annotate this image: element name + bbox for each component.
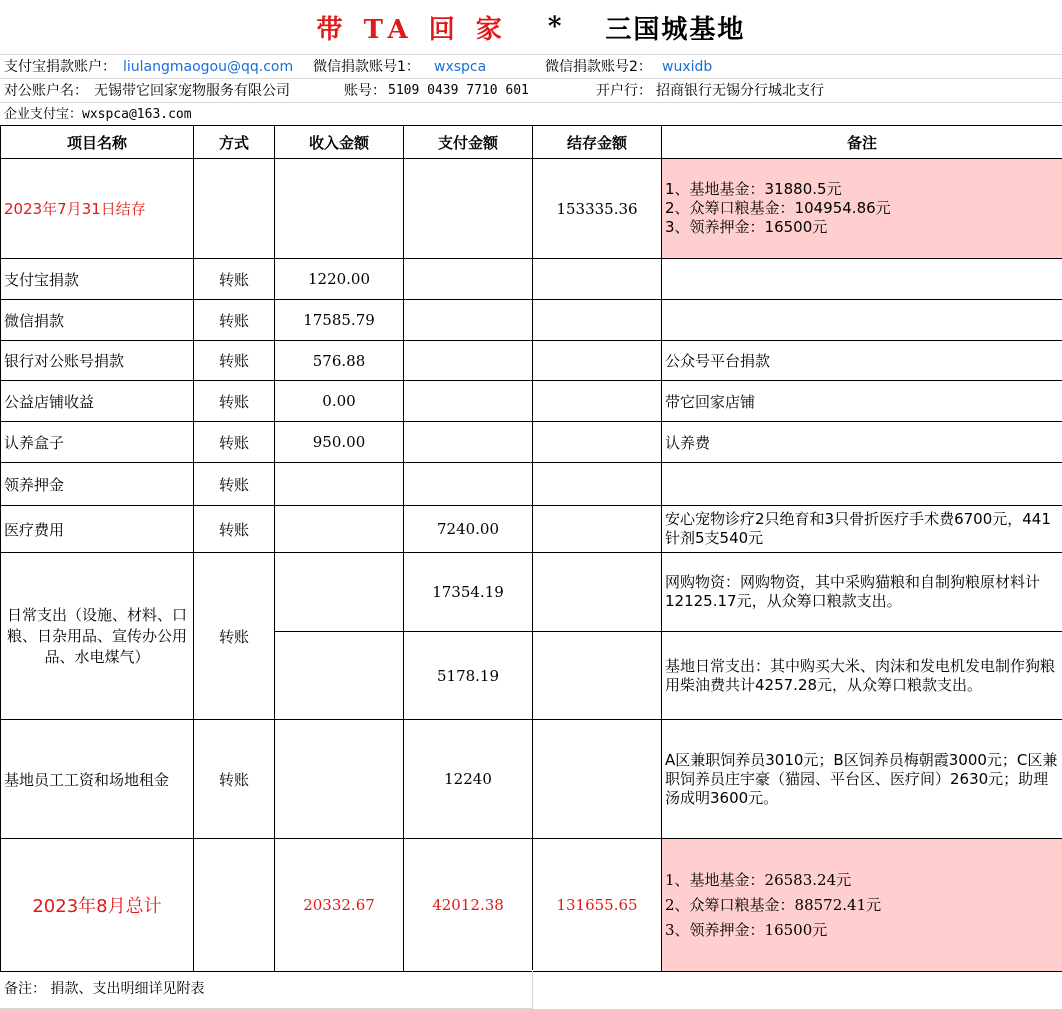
bank-label: 开户行： bbox=[596, 83, 652, 99]
table-row bbox=[1, 463, 1062, 506]
wechat2-account: wuxidb bbox=[662, 59, 713, 75]
row-name: 基地员工工资和场地租金 bbox=[1, 720, 194, 839]
wechat2-label: 微信捐款账号2： bbox=[545, 59, 652, 75]
row-balance bbox=[533, 553, 662, 632]
row-balance bbox=[533, 506, 662, 553]
row-income bbox=[275, 463, 404, 506]
row-method: 转账 bbox=[194, 463, 275, 506]
row-income: 17585.79 bbox=[275, 300, 404, 341]
cell-divider bbox=[532, 970, 533, 1009]
row-payment bbox=[404, 300, 533, 341]
row-method: 转账 bbox=[194, 422, 275, 463]
row-payment bbox=[404, 422, 533, 463]
row-note: 基地日常支出：其中购买大米、肉沫和发电机发电制作狗粮用柴油费共计4257.28元，从众筹口粮款支出。 bbox=[662, 632, 1062, 720]
table-row bbox=[1, 259, 1062, 300]
title-star: * bbox=[547, 12, 562, 42]
row-balance bbox=[533, 341, 662, 381]
header-row bbox=[1, 126, 1062, 159]
row-name: 领养押金 bbox=[1, 463, 194, 506]
title-right: 三国城基地 bbox=[605, 14, 746, 45]
row-balance bbox=[533, 720, 662, 839]
row-method: 转账 bbox=[194, 506, 275, 553]
row-name: 认养盒子 bbox=[1, 422, 194, 463]
row-method: 转账 bbox=[194, 341, 275, 381]
bank-name: 招商银行无锡分行城北支行 bbox=[656, 83, 824, 99]
opening-note-line: 3、领养押金：16500元 bbox=[665, 218, 828, 236]
row-note: A区兼职饲养员3010元；B区饲养员梅朝霞3000元；C区兼职饲养员庄宇豪（猫园、平台区、医疗间）2630元；助理汤成明3600元。 bbox=[662, 720, 1062, 839]
header-note: 备注 bbox=[662, 126, 1062, 159]
alipay-label: 支付宝捐款账户： bbox=[4, 59, 116, 75]
footer-remark-row bbox=[0, 970, 1062, 1009]
account-number: 5109 0439 7710 601 bbox=[388, 83, 529, 98]
row-method: 转账 bbox=[194, 381, 275, 422]
row-method: 转账 bbox=[194, 720, 275, 839]
table-row bbox=[1, 422, 1062, 463]
row-income: 950.00 bbox=[275, 422, 404, 463]
table-row bbox=[1, 341, 1062, 381]
row-payment bbox=[404, 463, 533, 506]
row-income bbox=[275, 632, 404, 720]
row-name: 银行对公账号捐款 bbox=[1, 341, 194, 381]
company-name: 无锡带它回家宠物服务有限公司 bbox=[94, 83, 290, 99]
row-method: 转账 bbox=[194, 300, 275, 341]
total-payment: 42012.38 bbox=[404, 839, 533, 972]
row-note bbox=[662, 300, 1062, 341]
ledger-table bbox=[0, 125, 1062, 972]
row-payment bbox=[404, 381, 533, 422]
table-row bbox=[1, 553, 1062, 632]
total-note-line: 3、领养押金：16500元 bbox=[665, 920, 828, 939]
corp-alipay: 企业支付宝：wxspca@163.com bbox=[4, 107, 192, 122]
row-balance bbox=[533, 300, 662, 341]
total-note-line: 1、基地基金：26583.24元 bbox=[665, 870, 852, 889]
row-income bbox=[275, 506, 404, 553]
opening-balance: 153335.36 bbox=[533, 159, 662, 259]
row-income bbox=[275, 553, 404, 632]
row-balance bbox=[533, 632, 662, 720]
wechat1-label: 微信捐款账号1： bbox=[313, 59, 420, 75]
row-note: 认养费 bbox=[662, 422, 1062, 463]
row-payment bbox=[404, 259, 533, 300]
account-label: 账号： bbox=[344, 83, 386, 99]
table-row bbox=[1, 506, 1062, 553]
row-method: 转账 bbox=[194, 553, 275, 720]
row-note: 公众号平台捐款 bbox=[662, 341, 1062, 381]
row-balance bbox=[533, 422, 662, 463]
company-label: 对公账户名： bbox=[4, 83, 88, 99]
sheet-title bbox=[0, 0, 1062, 54]
total-note bbox=[662, 839, 1062, 972]
opening-name: 2023年7月31日结存 bbox=[1, 159, 194, 259]
opening-income bbox=[275, 159, 404, 259]
header-income: 收入金额 bbox=[275, 126, 404, 159]
opening-balance-row bbox=[1, 159, 1062, 259]
row-income: 1220.00 bbox=[275, 259, 404, 300]
row-income: 0.00 bbox=[275, 381, 404, 422]
row-payment bbox=[404, 341, 533, 381]
row-name: 公益店铺收益 bbox=[1, 381, 194, 422]
row-note bbox=[662, 463, 1062, 506]
row-payment: 17354.19 bbox=[404, 553, 533, 632]
total-name: 2023年8月总计 bbox=[1, 839, 194, 972]
row-method: 转账 bbox=[194, 259, 275, 300]
opening-method bbox=[194, 159, 275, 259]
opening-note-line: 1、基地基金：31880.5元 bbox=[665, 180, 842, 198]
row-note: 带它回家店铺 bbox=[662, 381, 1062, 422]
row-note: 安心宠物诊疗2只绝育和3只骨折医疗手术费6700元，441针剂5支540元 bbox=[662, 506, 1062, 553]
opening-note-line: 2、众筹口粮基金：104954.86元 bbox=[665, 199, 891, 217]
row-note bbox=[662, 259, 1062, 300]
row-balance bbox=[533, 381, 662, 422]
header-balance: 结存金额 bbox=[533, 126, 662, 159]
footer-remark: 备注： 捐款、支出明细详见附表 bbox=[4, 981, 205, 997]
total-note-line: 2、众筹口粮基金：88572.41元 bbox=[665, 895, 882, 914]
row-payment: 7240.00 bbox=[404, 506, 533, 553]
header-item-name: 项目名称 bbox=[1, 126, 194, 159]
total-balance: 131655.65 bbox=[533, 839, 662, 972]
donation-accounts-row bbox=[0, 54, 1062, 79]
row-payment: 5178.19 bbox=[404, 632, 533, 720]
alipay-account[interactable]: liulangmaogou@qq.com bbox=[123, 59, 294, 75]
row-name: 日常支出（设施、材料、口粮、日杂用品、宣传办公用品、水电煤气） bbox=[1, 553, 194, 720]
header-payment: 支付金额 bbox=[404, 126, 533, 159]
title-left: 带 TA 回 家 bbox=[316, 14, 508, 45]
table-row bbox=[1, 720, 1062, 839]
opening-note bbox=[662, 159, 1062, 259]
corp-alipay-row bbox=[0, 102, 1062, 126]
header-method: 方式 bbox=[194, 126, 275, 159]
row-name: 支付宝捐款 bbox=[1, 259, 194, 300]
row-name: 微信捐款 bbox=[1, 300, 194, 341]
table-row bbox=[1, 381, 1062, 422]
opening-payment bbox=[404, 159, 533, 259]
row-payment: 12240 bbox=[404, 720, 533, 839]
row-note: 网购物资：网购物资，其中采购猫粮和自制狗粮原材料计12125.17元，从众筹口粮款支出。 bbox=[662, 553, 1062, 632]
row-balance bbox=[533, 463, 662, 506]
row-balance bbox=[533, 259, 662, 300]
wechat1-account: wxspca bbox=[434, 59, 487, 75]
total-row bbox=[1, 839, 1062, 972]
bank-account-row bbox=[0, 78, 1062, 103]
row-income bbox=[275, 720, 404, 839]
table-row bbox=[1, 300, 1062, 341]
total-income: 20332.67 bbox=[275, 839, 404, 972]
total-method bbox=[194, 839, 275, 972]
row-income: 576.88 bbox=[275, 341, 404, 381]
row-name: 医疗费用 bbox=[1, 506, 194, 553]
